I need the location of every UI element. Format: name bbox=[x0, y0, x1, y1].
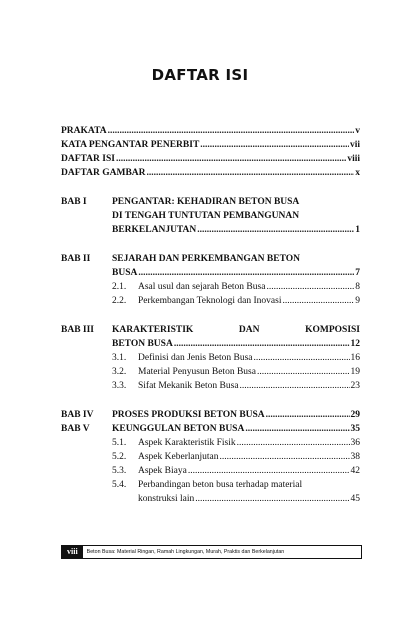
subentry-number: 5.2. bbox=[112, 452, 127, 462]
subentry-number: 3.2. bbox=[112, 367, 127, 377]
toc-entry-bab-3[interactable] bbox=[112, 339, 360, 350]
subentry-page: 45 bbox=[350, 494, 360, 504]
subentry-number: 3.1. bbox=[112, 353, 127, 363]
toc-subentry[interactable] bbox=[112, 452, 360, 463]
toc-entry-page: 29 bbox=[350, 410, 360, 420]
toc-entry-label: PROSES PRODUKSI BETON BUSA bbox=[112, 410, 265, 420]
toc-entry-page: 7 bbox=[355, 268, 360, 278]
chapter-number: BAB II bbox=[61, 254, 91, 264]
subentry-page: 23 bbox=[350, 381, 360, 391]
chapter-number: BAB I bbox=[61, 197, 87, 207]
subentry-number: 5.4. bbox=[112, 480, 127, 490]
chapter-title-line: DI TENGAH TUNTUTAN PEMBANGUNAN bbox=[112, 211, 300, 221]
chapter-title-word: DAN bbox=[238, 325, 260, 335]
toc-entry-page: viii bbox=[347, 154, 360, 164]
subentry-page: 16 bbox=[350, 353, 360, 363]
subentry-label: Aspek Keberlanjutan bbox=[138, 452, 219, 462]
subentry-number: 2.2. bbox=[112, 296, 127, 306]
toc-entry-label: KATA PENGANTAR PENERBIT bbox=[61, 140, 200, 150]
toc-entry-label: BETON BUSA bbox=[112, 339, 173, 349]
chapter-number: BAB III bbox=[61, 325, 94, 335]
leader-dots bbox=[138, 268, 354, 279]
subentry-label: Asal usul dan sejarah Beton Busa bbox=[138, 282, 266, 292]
toc-entry-bab-5[interactable] bbox=[112, 424, 360, 435]
leader-dots bbox=[266, 410, 350, 421]
subentry-number: 5.3. bbox=[112, 466, 127, 476]
toc-entry-kata-pengantar[interactable] bbox=[61, 140, 360, 151]
toc-entry-page: 35 bbox=[350, 424, 360, 434]
leader-dots bbox=[245, 424, 349, 435]
subentry-page: 8 bbox=[355, 282, 360, 292]
toc-entry-page: 12 bbox=[350, 339, 360, 349]
toc-entry-page: v bbox=[355, 126, 360, 136]
toc-entry-page: 1 bbox=[355, 225, 360, 235]
page-footer bbox=[61, 545, 362, 559]
subentry-number: 2.1. bbox=[112, 282, 127, 292]
toc-subentry[interactable] bbox=[112, 282, 360, 293]
toc-entry-bab-4[interactable] bbox=[112, 410, 360, 421]
toc-entry-label: DAFTAR ISI bbox=[61, 154, 115, 164]
toc-entry-label: KEUNGGULAN BETON BUSA bbox=[112, 424, 245, 434]
leader-dots bbox=[266, 282, 354, 293]
subentry-number: 3.3. bbox=[112, 381, 127, 391]
chapter-title-word: KARAKTERISTIK bbox=[112, 325, 194, 335]
leader-dots bbox=[108, 126, 355, 137]
subentry-label: Perkembangan Teknologi dan Inovasi bbox=[138, 296, 282, 306]
page-title: DAFTAR ISI bbox=[151, 66, 249, 84]
toc-entry-label: BERKELANJUTAN bbox=[112, 225, 197, 235]
toc-subentry-continuation[interactable] bbox=[112, 494, 360, 505]
leader-dots bbox=[219, 452, 349, 463]
subentry-label: Sifat Mekanik Beton Busa bbox=[138, 381, 239, 391]
subentry-label: Definisi dan Jenis Beton Busa bbox=[138, 353, 253, 363]
leader-dots bbox=[282, 296, 354, 307]
toc-entry-daftar-gambar[interactable] bbox=[61, 168, 360, 179]
leader-dots bbox=[240, 381, 350, 392]
toc-subentry-multiline[interactable] bbox=[112, 480, 360, 491]
toc-subentry[interactable] bbox=[112, 367, 360, 378]
toc-entry-bab-2[interactable] bbox=[112, 268, 360, 279]
chapter-title-line: PENGANTAR: KEHADIRAN BETON BUSA bbox=[112, 197, 300, 207]
leader-dots bbox=[254, 353, 350, 364]
subentry-page: 19 bbox=[350, 367, 360, 377]
toc-entry-page: x bbox=[355, 168, 360, 178]
subentry-label: Material Penyusun Beton Busa bbox=[138, 367, 256, 377]
toc-subentry[interactable] bbox=[112, 466, 360, 477]
toc-subentry[interactable] bbox=[112, 381, 360, 392]
leader-dots bbox=[195, 494, 349, 505]
subentry-label: Aspek Biaya bbox=[138, 466, 187, 476]
leader-dots bbox=[257, 367, 350, 378]
toc-entry-label: PRAKATA bbox=[61, 126, 107, 136]
footer-book-title: Beton Busa: Material Ringan, Ramah Lingkungan, Murah, Praktis dan Berkelanjutan bbox=[86, 549, 285, 555]
leader-dots bbox=[237, 438, 350, 449]
footer-page-number: viii bbox=[62, 546, 83, 558]
subentry-page: 38 bbox=[350, 452, 360, 462]
chapter-title-line bbox=[112, 325, 360, 336]
toc-subentry[interactable] bbox=[112, 296, 360, 307]
subentry-label: konstruksi lain bbox=[138, 494, 195, 504]
subentry-page: 36 bbox=[350, 438, 360, 448]
toc-entry-label: BUSA bbox=[112, 268, 138, 278]
subentry-number: 5.1. bbox=[112, 438, 127, 448]
subentry-page: 9 bbox=[355, 296, 360, 306]
leader-dots bbox=[174, 339, 350, 350]
chapter-number: BAB IV bbox=[61, 410, 94, 420]
toc-subentry[interactable] bbox=[112, 353, 360, 364]
leader-dots bbox=[188, 466, 350, 477]
chapter-title-line: SEJARAH DAN PERKEMBANGAN BETON bbox=[112, 254, 300, 264]
leader-dots bbox=[147, 168, 355, 179]
toc-entry-prakata[interactable] bbox=[61, 126, 360, 137]
toc-entry-daftar-isi[interactable] bbox=[61, 154, 360, 165]
toc-entry-page: vii bbox=[349, 140, 360, 150]
leader-dots bbox=[200, 140, 349, 151]
chapter-title-word: KOMPOSISI bbox=[305, 325, 360, 335]
subentry-label: Aspek Karakteristik Fisik bbox=[138, 438, 236, 448]
leader-dots bbox=[197, 225, 354, 236]
toc-subentry[interactable] bbox=[112, 438, 360, 449]
subentry-page: 42 bbox=[350, 466, 360, 476]
toc-entry-label: DAFTAR GAMBAR bbox=[61, 168, 146, 178]
toc-entry-bab-1[interactable] bbox=[112, 225, 360, 236]
chapter-number: BAB V bbox=[61, 424, 90, 434]
subentry-label: Perbandingan beton busa terhadap material bbox=[138, 480, 303, 490]
leader-dots bbox=[116, 154, 346, 165]
